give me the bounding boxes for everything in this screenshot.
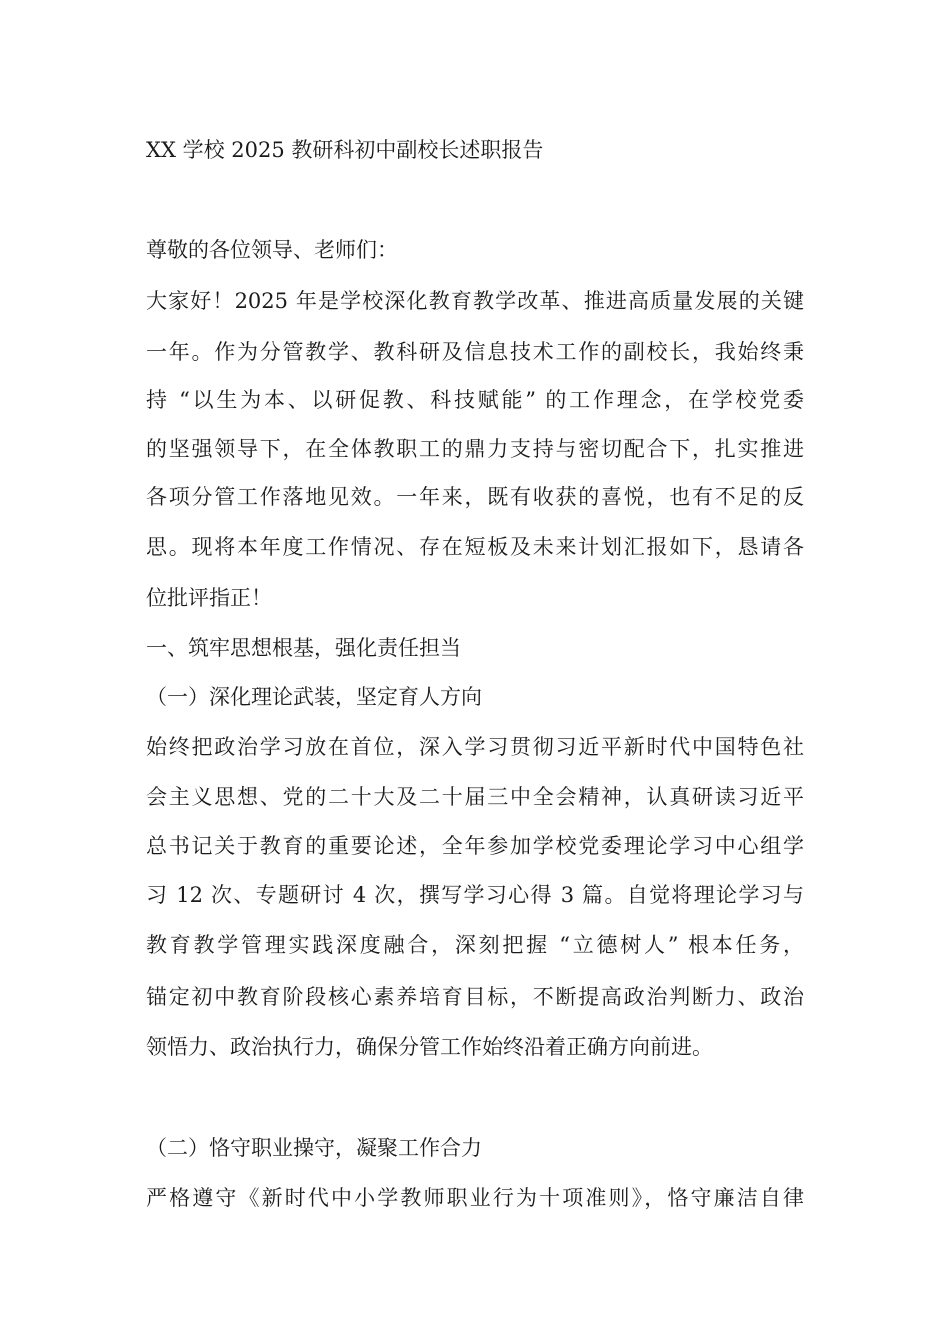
body-line: 严格遵守《新时代中小学教师职业行为十项准则》，恪守廉洁自律 bbox=[146, 1186, 804, 1210]
intro-line: 持 “以生为本、以研促教、科技赋能” 的工作理念，在学校党委 bbox=[146, 388, 804, 412]
body-line: 教育教学管理实践深度融合，深刻把握 “立德树人” 根本任务， bbox=[146, 933, 804, 957]
salutation: 尊敬的各位领导、老师们： bbox=[146, 238, 398, 262]
intro-line: 的坚强领导下，在全体教职工的鼎力支持与密切配合下，扎实推进 bbox=[146, 437, 804, 461]
body-line: 领悟力、政治执行力，确保分管工作始终沿着正确方向前进。 bbox=[146, 1035, 713, 1059]
body-line: 锚定初中教育阶段核心素养培育目标，不断提高政治判断力、政治 bbox=[146, 985, 804, 1009]
intro-line: 大家好！2025 年是学校深化教育教学改革、推进高质量发展的关键 bbox=[146, 289, 804, 313]
intro-line: 思。现将本年度工作情况、存在短板及未来计划汇报如下，恳请各 bbox=[146, 535, 804, 559]
body-line: 始终把政治学习放在首位，深入学习贯彻习近平新时代中国特色社 bbox=[146, 735, 804, 759]
body-line: 会主义思想、党的二十大及二十届三中全会精神，认真研读习近平 bbox=[146, 785, 804, 809]
body-line: 习 12 次、专题研讨 4 次，撰写学习心得 3 篇。自觉将理论学习与 bbox=[146, 883, 804, 907]
intro-line: 各项分管工作落地见效。一年来，既有收获的喜悦，也有不足的反 bbox=[146, 485, 804, 509]
body-line: 总书记关于教育的重要论述，全年参加学校党委理论学习中心组学 bbox=[146, 834, 804, 858]
subsection-heading: （一）深化理论武装，坚定育人方向 bbox=[146, 685, 482, 709]
subsection-heading: （二）恪守职业操守，凝聚工作合力 bbox=[146, 1136, 482, 1160]
section-heading: 一、筑牢思想根基，强化责任担当 bbox=[146, 636, 461, 660]
intro-line: 位批评指正！ bbox=[146, 586, 272, 610]
intro-line: 一年。作为分管教学、教科研及信息技术工作的副校长，我始终秉 bbox=[146, 340, 804, 364]
document-title: XX 学校 2025 教研科初中副校长述职报告 bbox=[146, 138, 544, 162]
